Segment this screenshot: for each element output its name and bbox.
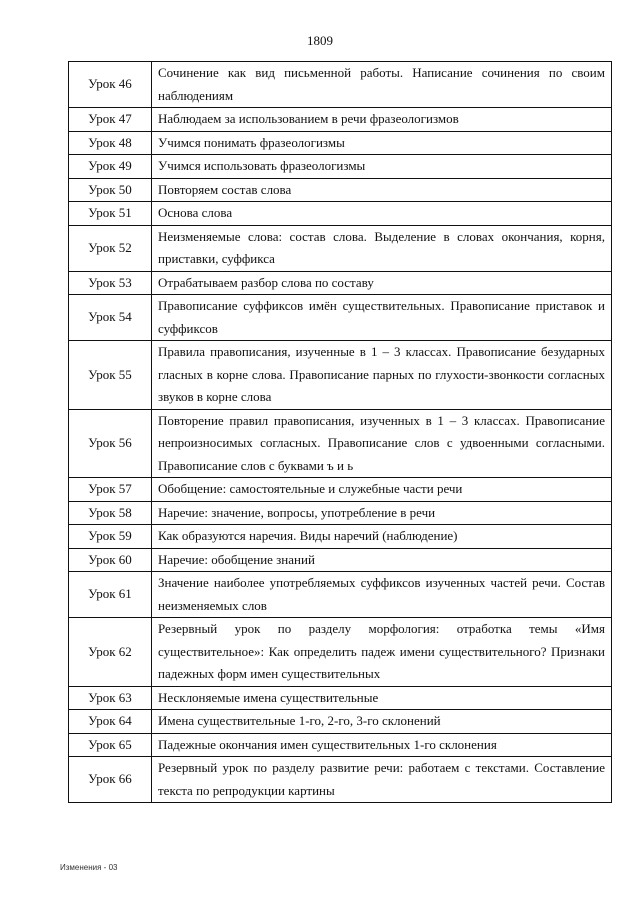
- lesson-number: Урок 48: [69, 131, 152, 155]
- lessons-table-body: [69, 62, 612, 803]
- lesson-topic: Учимся понимать фразеологизмы: [152, 131, 612, 155]
- page-number: 1809: [307, 33, 333, 48]
- lesson-number: Урок 52: [69, 225, 152, 271]
- lessons-table: [68, 61, 612, 803]
- lesson-number: Урок 54: [69, 295, 152, 341]
- lesson-topic: Резервный урок по разделу развитие речи: работаем с текстами. Составление текста по репродукции картины: [152, 757, 612, 803]
- table-row: [69, 686, 612, 710]
- lesson-topic: Отрабатываем разбор слова по составу: [152, 271, 612, 295]
- lesson-number: Урок 50: [69, 178, 152, 202]
- table-row: [69, 271, 612, 295]
- table-row: [69, 525, 612, 549]
- lesson-number: Урок 56: [69, 409, 152, 478]
- table-row: [69, 155, 612, 179]
- lesson-topic: Наречие: значение, вопросы, употребление в речи: [152, 501, 612, 525]
- lesson-number: Урок 51: [69, 202, 152, 226]
- table-row: [69, 341, 612, 410]
- lesson-topic: Обобщение: самостоятельные и служебные части речи: [152, 478, 612, 502]
- footer-revision-note: Изменения - 03: [60, 863, 118, 872]
- table-row: [69, 202, 612, 226]
- lesson-number: Урок 58: [69, 501, 152, 525]
- lesson-topic: Резервный урок по разделу морфология: отработка темы «Имя существительное»: Как определить падеж имени существительного? Признаки падежных форм имен существительных: [152, 618, 612, 687]
- lesson-topic: Основа слова: [152, 202, 612, 226]
- table-row: [69, 409, 612, 478]
- table-row: [69, 108, 612, 132]
- lesson-topic: Сочинение как вид письменной работы. Написание сочинения по своим наблюдениям: [152, 62, 612, 108]
- table-row: [69, 618, 612, 687]
- lesson-number: Урок 59: [69, 525, 152, 549]
- lesson-topic: Как образуются наречия. Виды наречий (наблюдение): [152, 525, 612, 549]
- lesson-number: Урок 60: [69, 548, 152, 572]
- lesson-number: Урок 57: [69, 478, 152, 502]
- lesson-number: Урок 46: [69, 62, 152, 108]
- table-row: [69, 501, 612, 525]
- table-row: [69, 178, 612, 202]
- table-row: [69, 548, 612, 572]
- table-row: [69, 62, 612, 108]
- table-row: [69, 710, 612, 734]
- lesson-number: Урок 62: [69, 618, 152, 687]
- lesson-topic: Наречие: обобщение знаний: [152, 548, 612, 572]
- table-row: [69, 131, 612, 155]
- table-row: [69, 572, 612, 618]
- lesson-topic: Учимся использовать фразеологизмы: [152, 155, 612, 179]
- lesson-topic: Правописание суффиксов имён существительных. Правописание приставок и суффиксов: [152, 295, 612, 341]
- table-row: [69, 757, 612, 803]
- lesson-topic: Несклоняемые имена существительные: [152, 686, 612, 710]
- lesson-topic: Повторяем состав слова: [152, 178, 612, 202]
- table-row: [69, 478, 612, 502]
- lesson-number: Урок 61: [69, 572, 152, 618]
- lesson-number: Урок 63: [69, 686, 152, 710]
- lesson-topic: Наблюдаем за использованием в речи фразеологизмов: [152, 108, 612, 132]
- lesson-number: Урок 49: [69, 155, 152, 179]
- table-row: [69, 225, 612, 271]
- lesson-number: Урок 64: [69, 710, 152, 734]
- table-row: [69, 295, 612, 341]
- lesson-topic: Значение наиболее употребляемых суффиксов изученных частей речи. Состав неизменяемых слов: [152, 572, 612, 618]
- lesson-topic: Неизменяемые слова: состав слова. Выделение в словах окончания, корня, приставки, суффикса: [152, 225, 612, 271]
- lesson-topic: Имена существительные 1-го, 2-го, 3-го склонений: [152, 710, 612, 734]
- lesson-topic: Падежные окончания имен существительных 1-го склонения: [152, 733, 612, 757]
- table-row: [69, 733, 612, 757]
- lesson-number: Урок 66: [69, 757, 152, 803]
- lesson-topic: Правила правописания, изученные в 1 – 3 классах. Правописание безударных гласных в корне слова. Правописание парных по глухости-звонкости согласных звуков в корне слова: [152, 341, 612, 410]
- lesson-number: Урок 65: [69, 733, 152, 757]
- lesson-topic: Повторение правил правописания, изученных в 1 – 3 классах. Правописание непроизносимых согласных. Правописание слов с удвоенными согласными. Правописание слов с буквами ъ и ь: [152, 409, 612, 478]
- lesson-number: Урок 47: [69, 108, 152, 132]
- lesson-number: Урок 53: [69, 271, 152, 295]
- lesson-number: Урок 55: [69, 341, 152, 410]
